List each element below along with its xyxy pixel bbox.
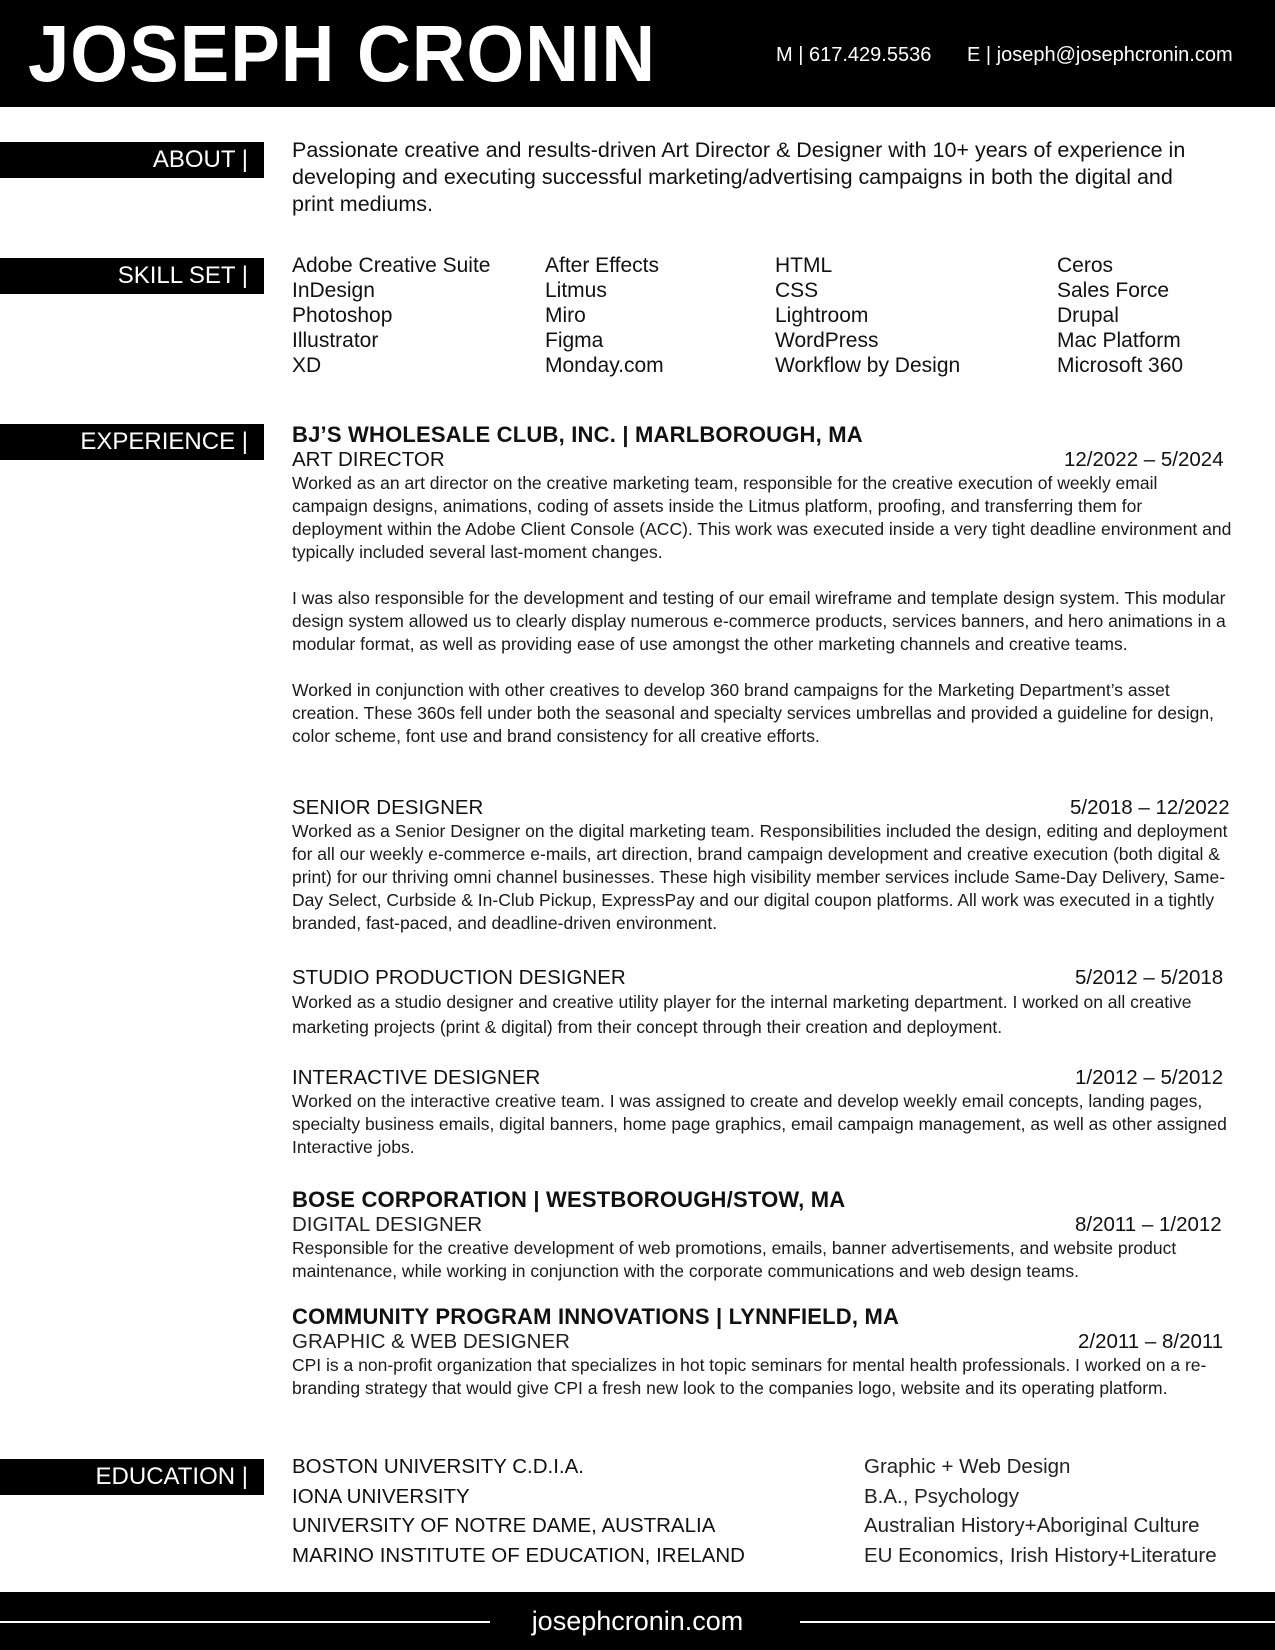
company-name: BOSE CORPORATION | WESTBOROUGH/STOW, MA: [292, 1187, 846, 1212]
skill-item: After Effects: [545, 254, 659, 277]
skill-item: XD: [292, 354, 322, 377]
job-header: [292, 1066, 1232, 1090]
job-description: Worked as a Senior Designer on the digital marketing team. Responsibilities included the design, editing and deployment for all our weekly e-commerce e-mails, art direction, brand campaign development and creative execution (both digital & print) for our thriving omni channel businesses. These high visibility member services include Same-Day Delivery, Same-Day Select, Curbside & In-Club Pickup, ExpressPay and our digital coupon platforms. All work was executed in a tightly branded, fast-paced, and deadline-driven environment.: [292, 821, 1228, 933]
job-header: [292, 796, 1232, 820]
skill-item: Workflow by Design: [775, 354, 961, 377]
school-name: IONA UNIVERSITY: [292, 1484, 470, 1508]
job-paragraph: Worked in conjunction with other creatives to develop 360 brand campaigns for the Marketing Department’s asset creation. These 360s fell under both the seasonal and specialty services umbrellas and provided a guideline for design, color scheme, font use and brand consistency for all creative efforts.: [292, 680, 1214, 746]
skills-column-1: [292, 253, 490, 378]
job-title: ART DIRECTOR: [292, 448, 445, 471]
skill-item: Monday.com: [545, 354, 664, 377]
skill-item: HTML: [775, 254, 833, 277]
job-description: Responsible for the creative development of web promotions, emails, banner advertisements, and website product maintenance, while working in conjunction with the corporate communications and web design teams.: [292, 1238, 1177, 1281]
job-description: Worked as a studio designer and creative utility player for the internal marketing department. I worked on all creative marketing projects (print & digital) from their concept through their creation and deployment.: [292, 992, 1192, 1037]
about-text: Passionate creative and results-driven Art Director & Designer with 10+ years of experience in developing and executing successful marketing/advertising campaigns in both the digital and print mediums.: [292, 138, 1186, 216]
job-dates: 5/2018 – 12/2022: [1070, 796, 1230, 819]
education-section-label: EDUCATION |: [0, 1459, 264, 1495]
skill-item: Litmus: [545, 279, 607, 302]
experience-cpi: [292, 1303, 1232, 1400]
job-header: [292, 448, 1232, 472]
experience-bose: [292, 1186, 1232, 1283]
experience-senior-designer: [292, 796, 1232, 935]
job-paragraph: Worked as an art director on the creative marketing team, responsible for the creative execution of weekly email campaign designs, animations, coding of assets inside the Litmus platform, proofing, and transferring them for deployment within the Adobe Client Console (ACC). This work was executed inside a very tight deadline environment and typically included several last-moment changes.: [292, 473, 1232, 562]
job-header: [292, 966, 1232, 990]
job-header: [292, 1330, 1232, 1354]
job-title: DIGITAL DESIGNER: [292, 1213, 483, 1236]
job-title: SENIOR DESIGNER: [292, 796, 484, 819]
header-bar: [0, 0, 1275, 107]
company-name: COMMUNITY PROGRAM INNOVATIONS | LYNNFIELD, MA: [292, 1304, 900, 1329]
skill-item: Drupal: [1057, 304, 1119, 327]
skills-column-4: [1057, 253, 1183, 378]
skill-item: Lightroom: [775, 304, 869, 327]
job-description: Worked on the interactive creative team. I was assigned to create and develop weekly email concepts, landing pages, specialty business emails, digital banners, home page graphics, email campaign management, as well as other assigned Interactive jobs.: [292, 1091, 1227, 1157]
job-title: STUDIO PRODUCTION DESIGNER: [292, 966, 626, 989]
experience-studio-production: [292, 966, 1232, 1040]
experience-section-label: EXPERIENCE |: [0, 424, 264, 460]
skill-item: Figma: [545, 329, 604, 352]
experience-bjs: [292, 421, 1232, 748]
job-paragraph: I was also responsible for the development and testing of our email wireframe and template design system. This modular design system allowed us to clearly display numerous e-commerce products, services banners, and hero animations in a modular format, as well as providing ease of use amongst the other marketing channels and creative teams.: [292, 588, 1226, 654]
phone-number: M | 617.429.5536: [776, 44, 932, 66]
footer-bar: [0, 1592, 1275, 1650]
about-section-label: ABOUT |: [0, 142, 264, 178]
skills-section-label: SKILL SET |: [0, 258, 264, 294]
job-description: CPI is a non-profit organization that specializes in hot topic seminars for mental health professionals. I worked on a re-branding strategy that would give CPI a fresh new look to the companies logo, website and its operating platform.: [292, 1355, 1207, 1398]
job-dates: 2/2011 – 8/2011: [1078, 1330, 1224, 1353]
skill-item: CSS: [775, 279, 819, 302]
website-link[interactable]: josephcronin.com: [531, 1606, 744, 1636]
skill-item: Mac Platform: [1057, 329, 1181, 352]
skill-item: Photoshop: [292, 304, 393, 327]
skill-item: Ceros: [1057, 254, 1114, 277]
education-schools: [292, 1452, 745, 1570]
study-field: Australian History+Aboriginal Culture: [864, 1514, 1200, 1537]
experience-interactive-designer: [292, 1066, 1232, 1159]
school-name: UNIVERSITY OF NOTRE DAME, AUSTRALIA: [292, 1514, 716, 1537]
skill-item: Illustrator: [292, 329, 379, 352]
skill-item: Microsoft 360: [1057, 354, 1184, 377]
job-dates: 8/2011 – 1/2012: [1075, 1213, 1222, 1236]
study-field: Graphic + Web Design: [864, 1455, 1071, 1478]
job-title: INTERACTIVE DESIGNER: [292, 1066, 541, 1089]
skill-item: Sales Force: [1057, 279, 1170, 302]
skill-item: InDesign: [292, 279, 375, 302]
job-title: GRAPHIC & WEB DESIGNER: [292, 1330, 570, 1353]
job-dates: 12/2022 – 5/2024: [1064, 448, 1224, 471]
email-address[interactable]: E | joseph@josephcronin.com: [967, 44, 1233, 66]
company-name: BJ’S WHOLESALE CLUB, INC. | MARLBOROUGH, MA: [292, 422, 863, 447]
school-name: BOSTON UNIVERSITY C.D.I.A.: [292, 1455, 584, 1478]
skills-column-2: [545, 253, 664, 378]
study-field: EU Economics, Irish History+Literature: [864, 1543, 1217, 1567]
job-dates: 1/2012 – 5/2012: [1075, 1066, 1224, 1089]
job-dates: 5/2012 – 5/2018: [1075, 966, 1224, 989]
school-name: MARINO INSTITUTE OF EDUCATION, IRELAND: [292, 1543, 745, 1567]
skill-item: Adobe Creative Suite: [292, 254, 491, 277]
education-studies: [864, 1452, 1217, 1570]
job-description: [292, 472, 1232, 748]
resume-name: JOSEPH CRONIN: [28, 9, 657, 98]
skill-item: Miro: [545, 304, 586, 327]
job-header: [292, 1213, 1232, 1237]
skill-item: WordPress: [775, 329, 879, 352]
study-field: B.A., Psychology: [864, 1484, 1019, 1508]
skills-column-3: [775, 253, 960, 378]
